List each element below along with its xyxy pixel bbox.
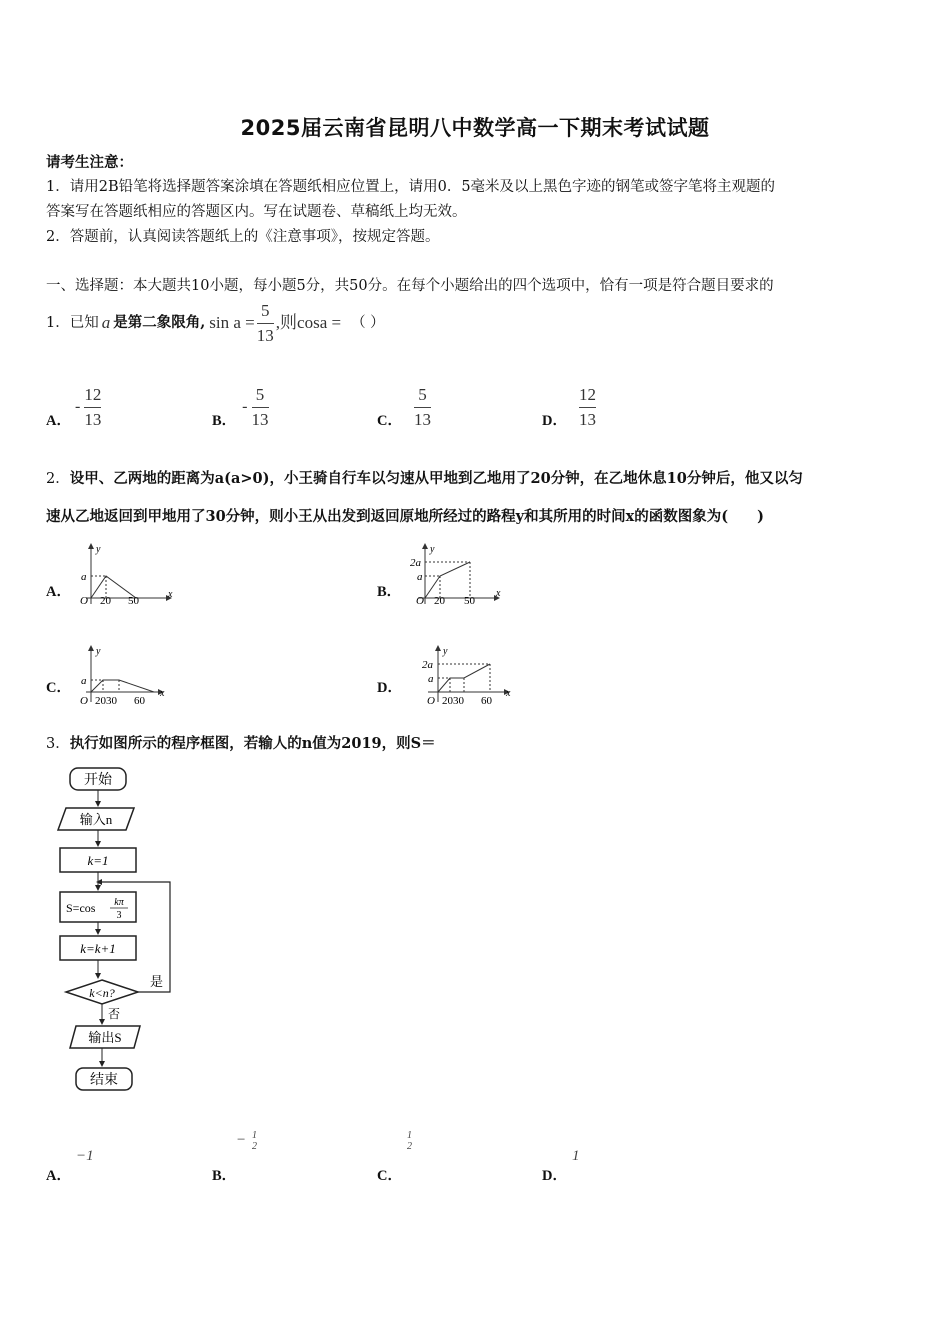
q1-option-b[interactable]: B． - $\frac{5}{13}$ bbox=[212, 384, 269, 429]
question-2-line-2: 速从乙地返回到甲地用了30分钟，则小王从出发到返回原地所经过的路程y和其所用的时间x的函数图象为( ) bbox=[46, 508, 764, 525]
q1-text-a: 已知 bbox=[69, 315, 99, 331]
svg-text:2030: 2030 bbox=[442, 695, 464, 707]
notice-line-1: 1．请用2B铅笔将选择题答案涂填在答题纸相应位置上，请用0．5毫米及以上黑色字迹的钢笔或签字笔将主观题的 bbox=[46, 179, 776, 195]
svg-text:y: y bbox=[443, 646, 448, 657]
svg-text:50: 50 bbox=[128, 595, 139, 607]
svg-text:x: x bbox=[160, 688, 165, 699]
q2-graph-c bbox=[74, 642, 174, 710]
svg-text:y: y bbox=[430, 544, 435, 555]
q3-options bbox=[46, 1130, 906, 1186]
svg-text:60: 60 bbox=[134, 695, 145, 707]
svg-text:a: a bbox=[81, 571, 87, 583]
svg-text:O: O bbox=[427, 695, 435, 707]
question-1 bbox=[46, 300, 385, 346]
q1-option-a[interactable]: A． - $\frac{12}{13}$ bbox=[46, 384, 102, 429]
svg-text:3: 3 bbox=[116, 910, 122, 921]
q3-number: 3． bbox=[46, 736, 70, 752]
notice-line-2: 答案写在答题纸相应的答题区内。写在试题卷、草稿纸上均无效。 bbox=[46, 204, 467, 220]
svg-text:O: O bbox=[80, 695, 88, 707]
svg-text:20: 20 bbox=[434, 595, 445, 607]
svg-text:S=cos: S=cos bbox=[66, 901, 96, 915]
svg-text:a: a bbox=[81, 675, 87, 687]
svg-text:2a: 2a bbox=[410, 557, 421, 569]
svg-text:开始: 开始 bbox=[84, 773, 112, 788]
q3-flowchart bbox=[50, 762, 190, 1102]
q1-var: a bbox=[101, 313, 111, 332]
svg-text:a: a bbox=[428, 673, 434, 685]
svg-text:a: a bbox=[417, 571, 423, 583]
q1-number: 1． bbox=[46, 315, 70, 331]
svg-text:2a: 2a bbox=[422, 659, 433, 671]
q2-number: 2． bbox=[46, 471, 70, 487]
q1-option-d[interactable]: D． $\frac{12}{13}$ bbox=[542, 384, 596, 429]
q2-option-d-label[interactable]: D． bbox=[377, 680, 402, 696]
svg-text:k=1: k=1 bbox=[87, 853, 109, 868]
q1-paren: （ ） bbox=[351, 315, 385, 331]
q2-option-c-label[interactable]: C． bbox=[46, 680, 71, 696]
q1-sin-den: 13 bbox=[256, 325, 274, 345]
q1-options bbox=[46, 382, 906, 432]
question-2-line-1: 2．设甲、乙两地的距离为a(a>0)，小王骑自行车以匀速从甲地到乙地用了20分钟，在乙地休息10分钟后，他又以匀 bbox=[46, 470, 803, 487]
notice-line-3: 2．答题前，认真阅读答题纸上的《注意事项》，按规定答题。 bbox=[46, 229, 440, 245]
question-3: 3．执行如图所示的程序框图，若输人的n值为2019，则S＝ bbox=[46, 735, 436, 752]
q2-graph-d bbox=[418, 642, 518, 710]
svg-text:x: x bbox=[168, 589, 173, 600]
notice-heading: 请考生注意： bbox=[46, 154, 133, 171]
q3-option-c[interactable]: C． 1 2 bbox=[377, 1130, 412, 1184]
q1-option-c[interactable]: C． $\frac{5}{13}$ bbox=[377, 384, 431, 429]
svg-text:y: y bbox=[96, 544, 101, 555]
svg-text:x: x bbox=[496, 588, 501, 599]
svg-text:是: 是 bbox=[150, 974, 164, 989]
svg-text:y: y bbox=[96, 646, 101, 657]
q2-graph-a bbox=[74, 540, 174, 608]
svg-text:kπ: kπ bbox=[114, 897, 124, 908]
svg-text:O: O bbox=[80, 595, 88, 607]
svg-text:输出S: 输出S bbox=[88, 1030, 122, 1045]
q1-sin-fraction bbox=[257, 301, 274, 346]
svg-text:50: 50 bbox=[464, 595, 475, 607]
q1-text-b: 是第二象限角, bbox=[113, 314, 206, 331]
q2-option-b-label[interactable]: B． bbox=[377, 584, 402, 600]
q3-option-a[interactable]: A． −1 bbox=[46, 1148, 94, 1184]
svg-text:60: 60 bbox=[481, 695, 492, 707]
svg-text:k<n?: k<n? bbox=[89, 986, 115, 1000]
svg-text:O: O bbox=[416, 595, 424, 607]
svg-text:2030: 2030 bbox=[95, 695, 117, 707]
page-title: 2025届云南省昆明八中数学高一下期末考试试题 bbox=[240, 116, 710, 140]
svg-text:x: x bbox=[506, 688, 511, 699]
svg-text:20: 20 bbox=[100, 595, 111, 607]
q1-cos-text: ,则cosa = bbox=[275, 313, 342, 332]
q2-option-a-label[interactable]: A． bbox=[46, 584, 71, 600]
q1-sin-text: sin a = bbox=[209, 313, 255, 332]
q3-option-b[interactable]: B． − 1 2 bbox=[212, 1130, 257, 1184]
svg-text:否: 否 bbox=[108, 1007, 121, 1021]
q3-option-d[interactable]: D． 1 bbox=[542, 1148, 580, 1184]
q2-graph-b bbox=[408, 540, 508, 608]
section-heading: 一、选择题：本大题共10小题，每小题5分，共50分。在每个小题给出的四个选项中，恰有一项是符合题目要求的 bbox=[46, 278, 774, 294]
q1-sin-num: 5 bbox=[261, 300, 270, 320]
svg-text:k=k+1: k=k+1 bbox=[80, 941, 116, 956]
svg-text:结束: 结束 bbox=[90, 1073, 118, 1088]
svg-text:输入n: 输入n bbox=[79, 812, 113, 827]
